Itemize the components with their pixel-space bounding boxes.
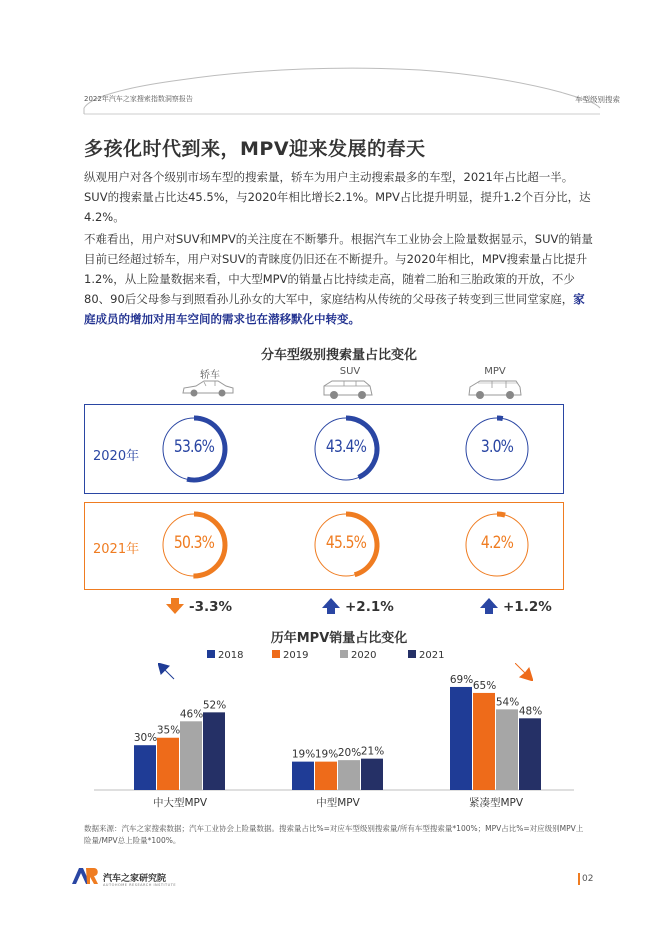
legend-2018: 2018 [207,650,243,661]
bar-label-mid-2020: 20% [337,747,362,760]
bar-label-compact-2020: 54% [495,696,520,709]
legend-2020: 2020 [340,650,376,661]
donut-value-2020-suv: 43.4% [325,437,367,457]
bar-label-mid-2019: 19% [314,748,339,761]
autohome-logo-icon [72,868,100,884]
bar-label-compact-2021: 48% [518,705,543,718]
arrow-up-icon [480,598,498,614]
change-mpv: +1.2% [503,599,552,615]
donut-value-2021-mpv: 4.2% [480,533,514,553]
bar-large-2021 [203,712,225,790]
bar-label-mid-2018: 19% [291,748,316,761]
year-label-2021: 2021年 [93,542,140,557]
chart1-title: 分车型级别搜索量占比变化 [260,348,417,363]
arrow-down-icon [166,598,184,614]
category-label-compact: 紧凑型MPV [468,797,524,809]
bar-label-mid-2021: 21% [360,745,385,758]
bar-mid-2018 [292,762,314,790]
change-sedan: -3.3% [189,599,233,615]
logo-subtext: AUTOHOME RESEARCH INSTITUTE [103,883,177,887]
donut-arc-2021-mpv [497,514,505,515]
bar-compact-2021 [519,718,541,790]
data-source-note: 数据来源：汽车之家搜索数据；汽车工业协会上险量数据。搜索量占比%=对应车型级别搜索量/所有车型搜索量*100%；MPV占比%=对应级别MPV上险量/MPV总上险量*100%。 [84,824,584,845]
donut-value-2021-sedan: 50.3% [173,533,215,553]
legend-2019: 2019 [272,650,308,661]
paragraph-2-highlight: 家庭成员的增加对用车空间的需求也在潜移默化中转变。 [84,292,585,326]
bar-label-large-2018: 30% [133,732,158,745]
paragraph-2-text: 不难看出，用户对SUV和MPV的关注度在不断攀升。根据汽车工业协会上险量数据显示，SUV的销量目前已经超过轿车，用户对SUV的青睐度仍旧还在不断提升。与2020年相比，MPV搜索量占比提升1.2%，从上险量数据来看，中大型MPV的销量占比持续走高，随着二胎和三胎政策的开放，不少80、90后父母参与到照看孙儿孙女的大军中，家庭结构从传统的父母孩子转变到三世同堂家庭， [84,232,593,306]
type-label-sedan: 轿车 [200,370,220,381]
donut-value-2020-mpv: 3.0% [480,437,514,457]
bar-label-large-2021: 52% [202,699,227,712]
mpv-bar-chart [84,640,584,820]
bar-label-large-2020: 46% [179,708,204,721]
bar-large-2018 [134,745,156,790]
year-label-2020: 2020年 [93,449,140,464]
donut-value-2020-sedan: 53.6% [173,437,215,457]
bar-label-large-2019: 35% [156,724,181,737]
bar-compact-2019 [473,693,495,790]
bar-mid-2019 [315,762,337,790]
donut-arc-2020-mpv [497,418,503,419]
bar-large-2019 [157,738,179,790]
bar-large-2020 [180,721,202,790]
page-marker [578,873,580,885]
bar-mid-2021 [361,759,383,790]
chart2-title: 历年MPV销量占比变化 [270,631,408,646]
category-label-large: 中大型MPV [152,797,208,809]
change-suv: +2.1% [345,599,394,615]
report-title: 2022年汽车之家搜索指数洞察报告 [84,95,193,103]
legend-2021: 2021 [408,650,444,661]
bar-label-compact-2018: 69% [449,673,474,686]
page-title: 多孩化时代到来，MPV迎来发展的春天 [84,138,426,160]
bar-mid-2020 [338,760,360,790]
page-number: 02 [582,874,594,884]
type-label-mpv: MPV [484,366,506,377]
section-title: 车型级别搜索 [575,95,620,104]
bar-label-compact-2019: 65% [472,679,497,692]
category-label-mid: 中型MPV [316,797,360,809]
paragraph-1: 纵观用户对各个级别市场车型的搜索量，轿车为用户主动搜索最多的车型，2021年占比超一半。SUV的搜索量占比达45.5%，与2020年相比增长2.1%。MPV占比提升明显，提升1.2个百分比，达4.2%。 [84,170,591,224]
logo-text: 汽车之家研究院 [103,874,167,884]
donut-value-2021-suv: 45.5% [325,533,367,553]
type-label-suv: SUV [339,366,361,377]
bar-compact-2020 [496,709,518,790]
bar-compact-2018 [450,687,472,790]
arrow-up-icon [322,598,340,614]
